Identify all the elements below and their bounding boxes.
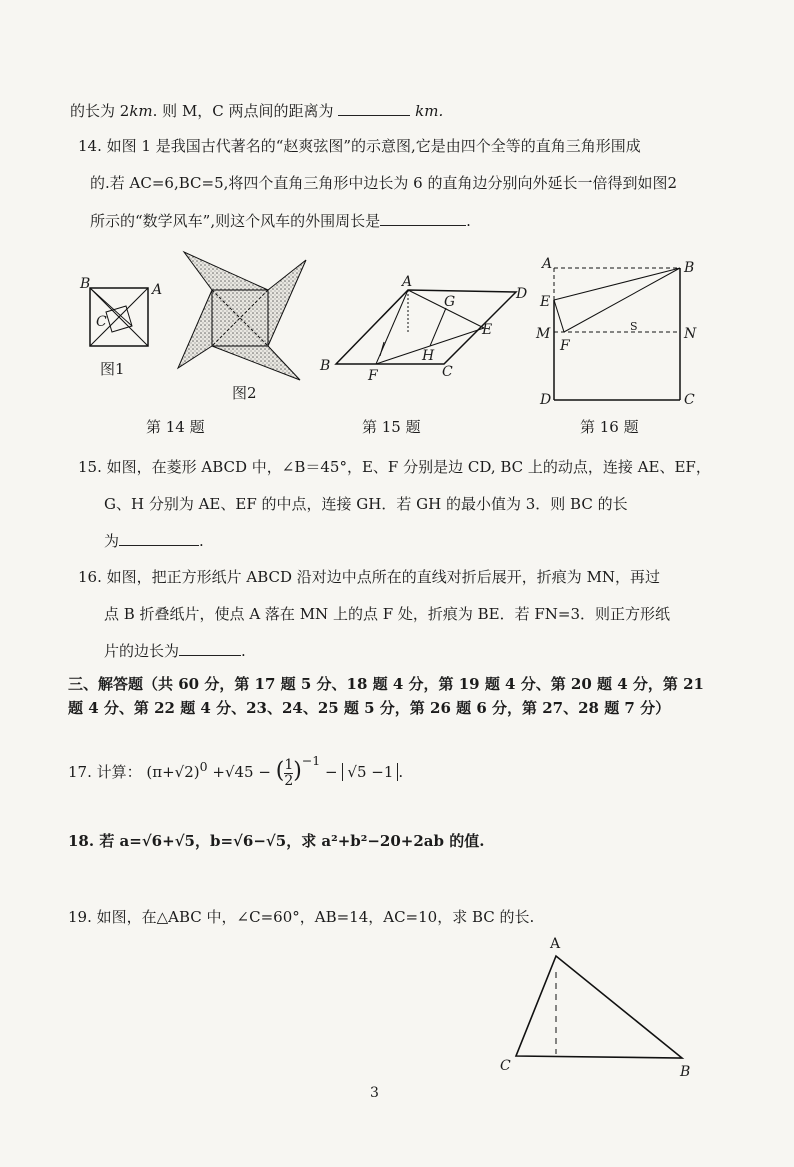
q17-abs: [342, 763, 398, 781]
fig16-point-m: M: [536, 326, 551, 342]
q14-line3: [90, 209, 471, 232]
q16-line2: 点 B 折叠纸片，使点 A 落在 MN 上的点 F 处，折痕为 BE．若 FN=3．则正方形纸: [104, 605, 671, 623]
figure-2-windmill: [172, 248, 312, 388]
q17-half-den: 2: [284, 772, 294, 789]
fig15-point-h: H: [422, 348, 435, 364]
q13-text-b: . 则 M，C 两点间的距离为: [152, 102, 334, 120]
q14-answer-blank[interactable]: [380, 209, 466, 226]
fig16-point-e: E: [540, 294, 551, 310]
q17-term-a: (π+√2): [146, 763, 200, 781]
fig15-point-d: D: [516, 286, 528, 302]
fig1-point-b: B: [80, 276, 91, 292]
fig16-point-b: B: [684, 260, 695, 276]
q13-tail: [70, 99, 443, 122]
fig19-point-b: B: [680, 1064, 691, 1080]
q16-text: 片的边长为: [104, 642, 180, 660]
figure-1-zhao-shuang-diagram: [78, 270, 168, 370]
q16-line3: [104, 639, 246, 662]
section3-heading-line1: 三、解答题（共 60 分，第 17 题 5 分、18 题 4 分，第 19 题 4 分、第 20 题 4 分，第 21: [68, 675, 704, 693]
q14-line1: 14. 如图 1 是我国古代著名的“赵爽弦图”的示意图,它是由四个全等的直角三角形围成: [78, 137, 641, 155]
fig15-point-g: G: [444, 294, 456, 310]
fig16-point-n: N: [684, 326, 697, 342]
q17-label: 17. 计算：: [68, 763, 142, 781]
fig16-point-c: C: [684, 392, 695, 408]
q13-text-a: 的长为 2: [70, 102, 130, 120]
q15-period: .: [199, 532, 204, 550]
q13-unit-2: km.: [415, 102, 444, 120]
fig15-point-c: C: [442, 364, 453, 380]
q18: 18. 若 a=√6+√5，b=√6−√5，求 a²+b²−20+2ab 的值.: [68, 832, 485, 850]
q17-fraction: ( $\frac{1}{2}$ ): [275, 756, 302, 789]
q19: 19. 如图，在△ABC 中，∠C=60°，AB=14，AC=10，求 BC 的长.: [68, 908, 535, 926]
fig15-point-e: E: [482, 322, 493, 338]
q17-minus: −: [325, 763, 338, 781]
q17-half-num: 1: [284, 756, 294, 773]
q16-line1: 16. 如图，把正方形纸片 ABCD 沿对边中点所在的直线对折后展开，折痕为 MN，再过: [78, 568, 661, 586]
q16-period: .: [241, 642, 246, 660]
fig19-point-a: A: [550, 936, 561, 952]
q14-text: 所示的“数学风车”,则这个风车的外围周长是: [90, 212, 381, 230]
fig15-point-b: B: [320, 358, 331, 374]
fig14-caption: 第 14 题: [146, 418, 205, 436]
fig19-point-c: C: [500, 1058, 511, 1074]
q13-unit: km: [129, 102, 153, 120]
q15-text: 为: [104, 532, 120, 550]
q17-exp0: 0: [199, 759, 208, 774]
fig16-point-f: F: [560, 338, 570, 354]
fig16-caption: 第 16 题: [580, 418, 639, 436]
q14-period: .: [466, 212, 471, 230]
fig16-point-a: A: [542, 256, 553, 272]
fig16-mark-s: S: [630, 320, 638, 333]
q13-answer-blank[interactable]: [338, 99, 410, 116]
q17-period: .: [398, 763, 404, 781]
fig1-point-a: A: [152, 282, 163, 298]
q17-term-b: +√45 −: [212, 763, 271, 781]
q14-line2: 的.若 AC=6,BC=5,将四个直角三角形中边长为 6 的直角边分别向外延长一倍得到如图2: [90, 174, 678, 192]
fig15-point-f: F: [368, 368, 378, 384]
q17-exp-neg1: −1: [301, 753, 321, 768]
fig16-point-d: D: [540, 392, 552, 408]
q15-answer-blank[interactable]: [119, 529, 199, 546]
figure-19-triangle: [494, 930, 714, 1090]
q16-answer-blank[interactable]: [179, 639, 241, 656]
fig1-label: 图1: [100, 360, 125, 378]
fig1-point-c: C: [96, 314, 107, 330]
figure-15-rhombus: [318, 272, 538, 384]
fig15-point-a: A: [402, 274, 413, 290]
fig15-caption: 第 15 题: [362, 418, 421, 436]
q15-line1: 15. 如图，在菱形 ABCD 中，∠B＝45°，E、F 分别是边 CD, BC 上的动点，连接 AE、EF，: [78, 458, 711, 476]
q15-line2: G、H 分别为 AE、EF 的中点，连接 GH．若 GH 的最小值为 3．则 BC 的长: [104, 495, 628, 513]
fig2-label: 图2: [232, 384, 257, 402]
q17: [68, 752, 403, 789]
section3-heading-line2: 题 4 分、第 22 题 4 分、23、24、25 题 5 分，第 26 题 6 分，第 27、28 题 7 分）: [68, 699, 671, 717]
q15-line3: [104, 529, 204, 552]
q17-abs-content: √5 −1: [347, 763, 394, 781]
page-number: 3: [370, 1085, 379, 1101]
figure-16-square-fold: [534, 254, 704, 410]
